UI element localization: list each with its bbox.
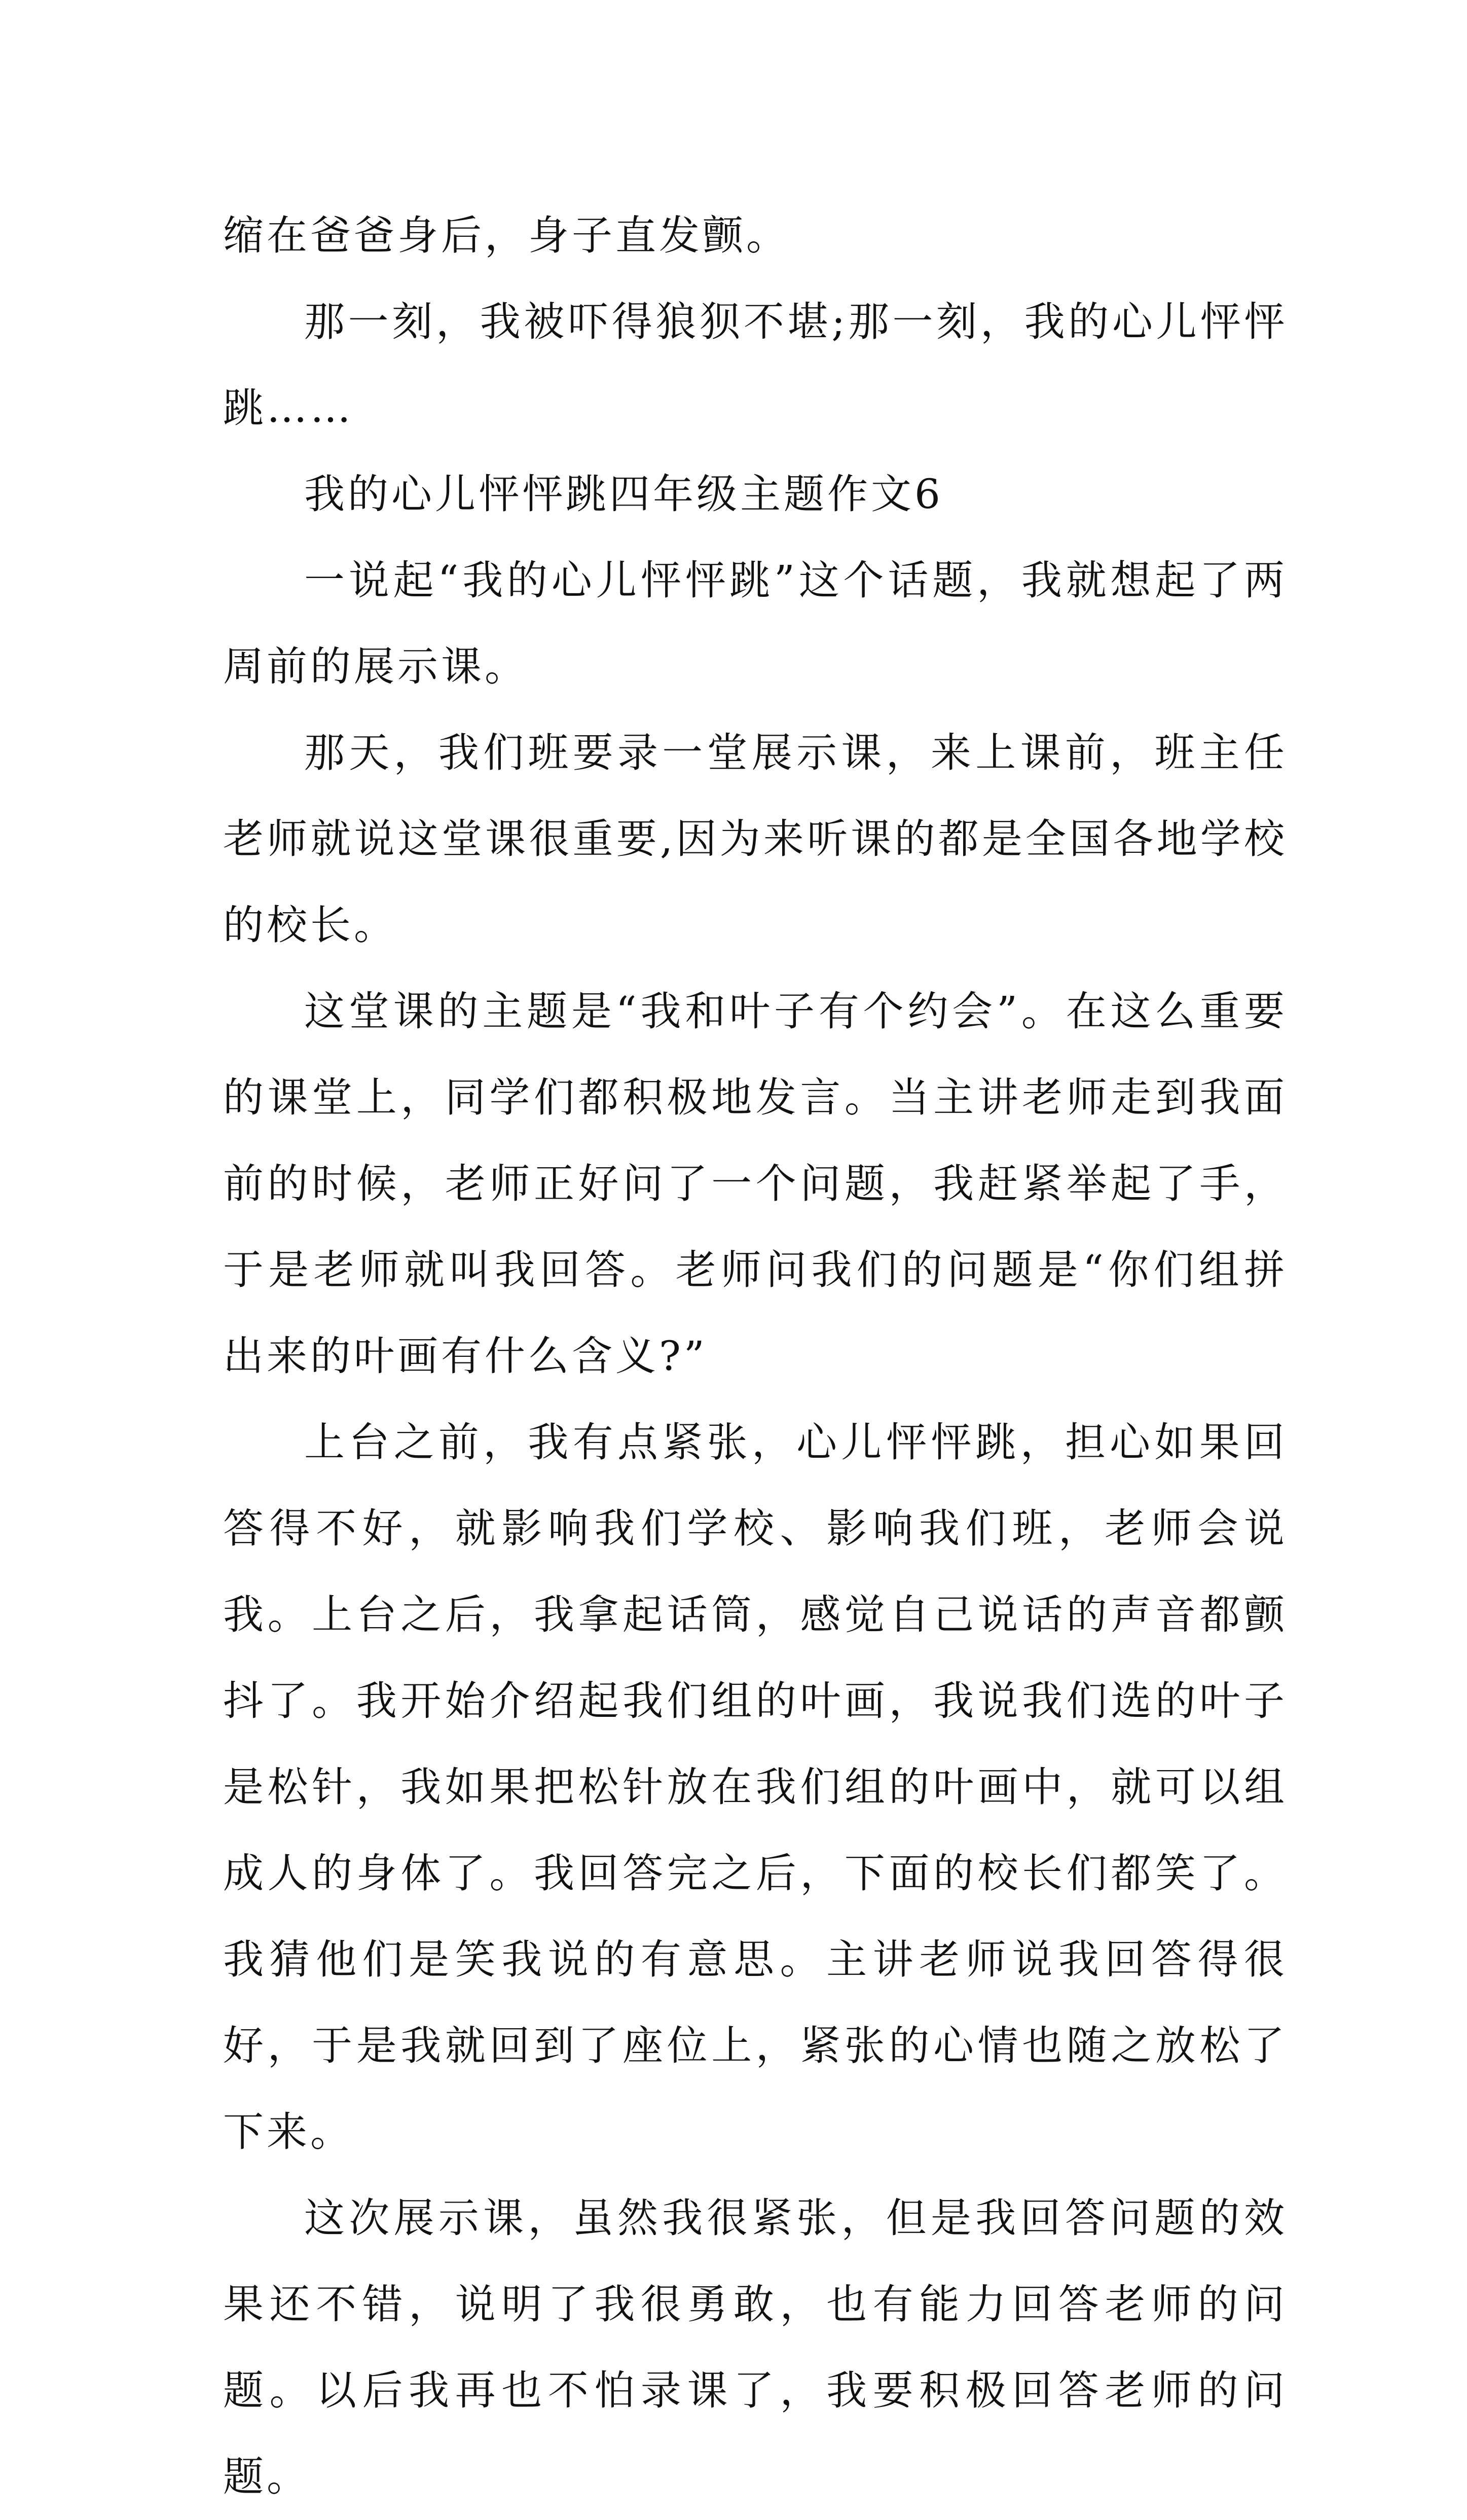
- paragraph-1: 缩在爸爸身后，身子直发颤。: [223, 212, 790, 259]
- section-title: 我的心儿怦怦跳四年级主题作文6: [304, 471, 943, 518]
- paragraph-5: 这堂课的主题是“我和叶子有个约会”。在这么重要的课堂上，同学们都积极地发言。当主讲老师走到我面前的时候，老师正好问了一个问题，我赶紧举起了手，于是老师就叫我回答。老师问我们的问题是“你们组拼出来的叶画有什么含义?”: [223, 988, 1288, 1380]
- document-body: [223, 193, 1288, 2520]
- paragraph-7: 这次展示课，虽然我很紧张，但是我回答问题的效果还不错，说明了我很勇敢，也有能力回答老师的问题。以后我再也不怕录课了，我要积极回答老师的问题。: [223, 2194, 1288, 2500]
- paragraph-2: 那一刻，我被吓得狼狈不堪;那一刻，我的心儿怦怦跳……: [223, 298, 1288, 431]
- paragraph-4: 那天，我们班要录一堂展示课，来上课前，班主任老师就说这堂课很重要,因为来听课的都是全国各地学校的校长。: [223, 729, 1288, 949]
- paragraph-3: 一说起“我的心儿怦怦跳”这个话题，我就想起了两周前的展示课。: [223, 557, 1288, 690]
- paragraph-6: 上台之前，我有点紧张，心儿怦怦跳，担心如果回答得不好，就影响我们学校、影响我们班，老师会说我。上台之后，我拿起话筒，感觉自己说话的声音都颤抖了。我开始介绍起我们组的叶画，我说我们选的叶子是松针，我如果把松针放在我们组的叶画中，就可以组成人的身体了。我回答完之后，下面的校长们都笑了。我猜他们是笑我说的有意思。主讲老师说我回答得很好，于是我就回到了座位上，紧张的心情也随之放松了下来。: [223, 1419, 1288, 2155]
